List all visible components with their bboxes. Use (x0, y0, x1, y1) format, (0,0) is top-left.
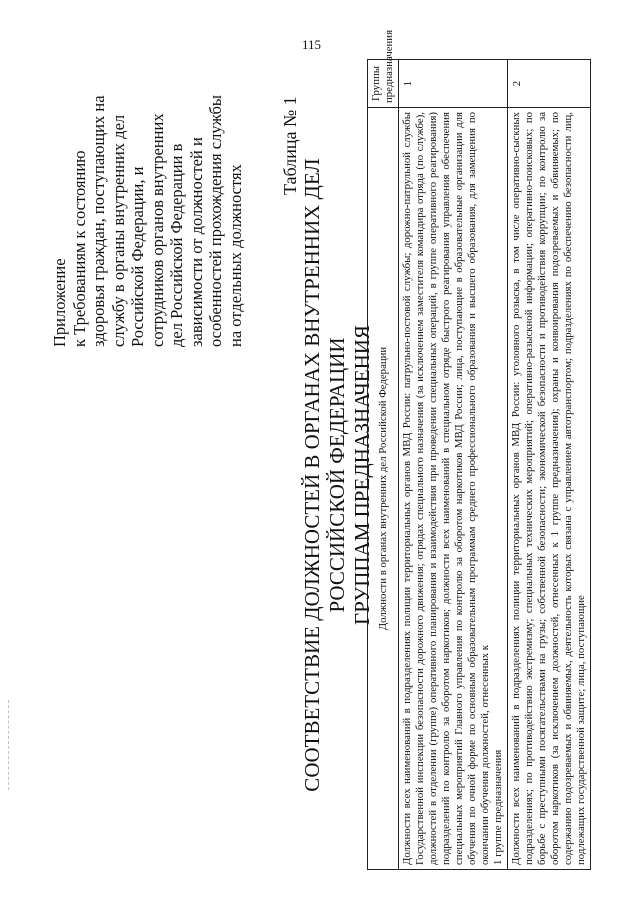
position-cell (508, 108, 591, 870)
appendix-line: службу в органы внутренних дел (108, 114, 128, 347)
appendix-line: дел Российской Федерации в (167, 143, 186, 347)
position-text: Должности всех наименований в подразделениях полиции территориальных органов МВД России: патрульно-постовой службы; дорожно-патрульной службы Государственной инспекции безопасности дорожного движения; отрядах специального назначения (за исключением заместителя командира отряда (по службе), должностей в отделении (группе) оперативного планирования и взаимодействия при проведении специальных операций, в группе оперативного реагирования) подразделений по контролю за оборотом наркотиков; должности всех наименований в специальном отряде быстрого реагирования управления обеспечения специальных мероприятий Главного управления по контролю за оборотом наркотиков МВД России; лица, поступающие в образовательные организации для обучения по очной форме по основным образовательным программам среднего профессионального образования и высшего образования, для замещения по окончании обучения должностей, отнесенных к (401, 112, 491, 865)
table-row (399, 60, 508, 870)
group-cell: 1 (399, 60, 508, 108)
page-number: 115 (302, 37, 322, 52)
appendix-block (50, 47, 245, 347)
appendix-line: сотрудников органов внутренних (147, 113, 167, 347)
group-note: 1 группе предназначения (492, 749, 504, 865)
table-row (508, 60, 591, 870)
title-line-2: ГРУППАМ ПРЕДНАЗНАЧЕНИЯ (350, 325, 374, 625)
position-column-header: Должности в органах внутренних дел Российской Федерации (368, 108, 399, 870)
table-label: Таблица № 1 (280, 96, 300, 195)
appendix-line: особенностей прохождения службы (206, 95, 225, 347)
group-column-header: Группы предназначения (368, 60, 399, 108)
appendix-line: Приложение (50, 258, 69, 347)
table-header-row (368, 60, 399, 870)
rotated-page-content (22, 30, 622, 895)
position-cell (399, 108, 508, 870)
positions-table (367, 29, 591, 870)
group-cell: 2 (508, 60, 591, 108)
appendix-line: к Требованиям к состоянию (69, 150, 89, 347)
appendix-line: зависимости от должностей и (186, 137, 206, 347)
position-text: Должности всех наименований в подразделениях полиции территориальных органов МВД России: уголовного розыска, в том числе оперативно-сыскных подразделениях; по противодействию экстремизму; специальных технических мероприятий; оперативно-разыскной информации; оперативно-поисковых; по борьбе с преступными посягательствами на грузы; собственной безопасности; экономической безопасности и противодействия коррупции; по контролю за оборотом наркотиков (за исключением должностей, отнесенных к 1 группе предназначения); охраны и конвоирования подозреваемых и обвиняемых; по содержанию подозреваемых и обвиняемых, деятельность которых связана с управлением автотранспортом; подразделениях по обеспечению безопасности лиц, подлежащих государственной защите; лица, поступающие (510, 112, 587, 865)
appendix-line: здоровья граждан, поступающих на (89, 95, 108, 347)
title-line-1: СООТВЕТСТВИЕ ДОЛЖНОСТЕЙ В ОРГАНАХ ВНУТРЕННИХ ДЕЛ РОССИЙСКОЙ ФЕДЕРАЦИИ (300, 158, 349, 792)
document-title (300, 110, 375, 840)
scan-edge-mark (8, 700, 10, 790)
appendix-line: на отдельных должностях (225, 164, 245, 347)
appendix-line: Российской Федерации, и (128, 166, 147, 347)
